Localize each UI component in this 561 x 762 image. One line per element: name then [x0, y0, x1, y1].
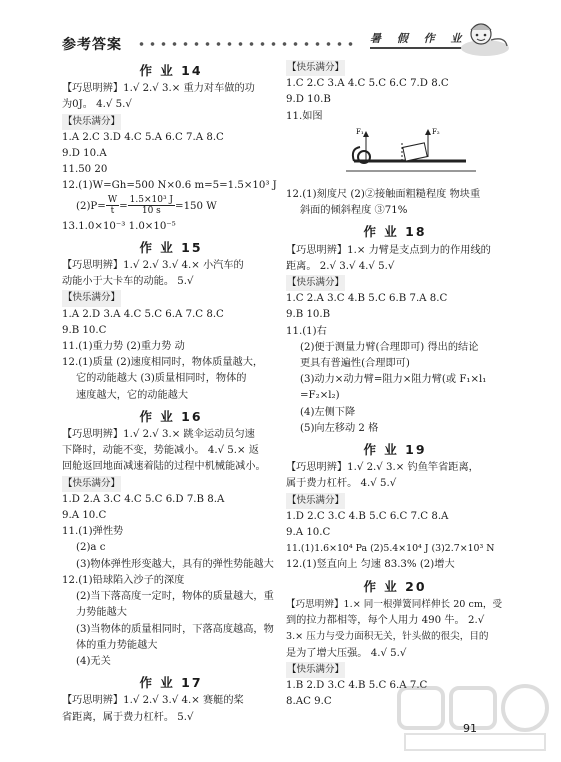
answer-line: 到的拉力都相等，每个人用力 490 牛。 2.√ [286, 615, 485, 627]
answer-line: 下降时，动能不变，势能减小。 4.√ 5.× 返 [62, 445, 259, 457]
section-tag: 【快乐满分】 [62, 114, 280, 130]
section-tag: 【快乐满分】 [286, 493, 504, 509]
answer-line: 11.(1)弹性势 [62, 526, 124, 538]
right-column [286, 58, 504, 710]
section-tag: 【快乐满分】 [62, 290, 280, 306]
section-tag: 【快乐满分】 [286, 275, 504, 291]
force-label-f2: F₂ [432, 127, 440, 136]
answer-line: 更具有普遍性(合理即可) [300, 358, 410, 370]
answer-line: 【巧思明辨】1.√ 2.√ 3.√ 4.× 小汽车的 [62, 260, 244, 272]
section-title: 作 业 17 [139, 675, 203, 691]
answer-line: 12.(1)W=Gh=500 N×0.6 m=5=1.5×10³ J [62, 180, 277, 192]
answer-line: (3)当物体的质量相同时，下落高度越高，物 [76, 623, 274, 635]
answer-line: 3.× 压力与受力面积无关，针头做的很尖，目的 [286, 631, 489, 643]
answer-line: (2)a c [76, 542, 106, 554]
answer-line: 11.(1)重力势 (2)重力势 动 [62, 341, 185, 353]
answer-line: (2)当下落高度一定时，物体的质量越大，重 [76, 591, 274, 603]
answer-line: 9.D 10.B [286, 94, 331, 106]
section-tag: 【快乐满分】 [286, 662, 504, 678]
answer-line: 1.D 2.C 3.C 4.B 5.C 6.C 7.C 8.A [286, 510, 449, 522]
answer-line: 11.如图 [286, 110, 323, 122]
answer-line: 12.(1)竖直向上 匀速 83.3% (2)增大 [286, 559, 455, 571]
answer-line: 9.A 10.C [286, 527, 331, 539]
answer-line: (4)左侧下降 [300, 406, 356, 418]
header-title: 参考答案 [62, 37, 122, 53]
answer-line: 1.D 2.A 3.C 4.C 5.C 6.D 7.B 8.A [62, 493, 225, 505]
answer-line: (3)动力×动力臂=阻力×阻力臂(或 F₁×l₁ [300, 374, 487, 386]
answer-line: 1.A 2.D 3.A 4.C 5.C 6.A 7.C 8.C [62, 308, 224, 320]
answer-line: 回舱返回地面减速着陆的过程中机械能减小。 [62, 461, 266, 473]
section-title: 作 业 14 [139, 63, 203, 78]
answer-line: 1.B 2.D 3.C 4.B 5.C 6.A 7.C [286, 679, 428, 691]
section-title: 作 业 18 [363, 224, 427, 240]
answer-line: 【巧思明辨】1.√ 2.√ 3.× 重力对车做的功 [62, 83, 255, 95]
answer-line: 速度越大，它的动能越大 [76, 389, 189, 401]
answer-line: 12.(1)质量 (2)速度相同时，物体质量越大， [62, 357, 264, 369]
answer-line: (3)物体弹性形变越大，具有的弹性势能越大 [76, 558, 274, 570]
answer-line: (5)向左移动 2 格 [300, 422, 379, 434]
header-brand: 暑 假 作 业 [370, 30, 468, 49]
left-column [62, 58, 280, 726]
answer-line: (2)便于测量力臂(合理即可) 得出的结论 [300, 341, 479, 353]
answer-line: 11.(1)右 [286, 325, 327, 337]
answer-line: 12.(1)刻度尺 (2)②接触面粗糙程度 物块重 [286, 189, 481, 201]
lever-force-diagram [346, 127, 476, 179]
answer-line: 11.(1)1.6×10⁴ Pa (2)5.4×10⁴ J (3)2.7×10³ N [286, 543, 495, 555]
answer-line: 9.A 10.C [62, 510, 107, 522]
answer-line: 距离。 2.√ 3.√ 4.√ 5.√ [286, 260, 395, 272]
section-title: 作 业 20 [363, 578, 427, 594]
answer-line: 【巧思明辨】1.√ 2.√ 3.√ 4.× 赛艇的桨 [62, 695, 244, 707]
answer-line: =F₂×l₂) [300, 390, 340, 402]
answer-line: 12.(1)铅球陷入沙子的深度 [62, 574, 185, 586]
answer-line: 13.1.0×10⁻³ 1.0×10⁻⁵ [62, 220, 176, 232]
answer-line: (4)无关 [76, 655, 111, 667]
answer-line: 为0J。 4.√ 5.√ [62, 99, 132, 111]
answer-line: 是为了增大压强。 4.√ 5.√ [286, 647, 407, 659]
answer-line: 【巧思明辨】1.√ 2.√ 3.× 跳伞运动员匀速 [62, 429, 255, 441]
answer-line: 力势能越大 [76, 607, 127, 619]
power-formula: (2)P= $\frac{W}{t}$ = $\frac{\text{1.5×10³ J}}{10 s}$ =150 W [76, 195, 217, 217]
answer-line: 属于费力杠杆。 4.√ 5.√ [286, 478, 397, 490]
page-number: 91 [463, 722, 477, 735]
section-tag: 【快乐满分】 [62, 476, 280, 492]
answer-line: 9.B 10.C [62, 324, 107, 336]
answer-line: 【巧思明辨】1.× 同一根弹簧同样伸长 20 cm，受 [286, 598, 503, 610]
section-tag: 【快乐满分】 [286, 60, 504, 76]
answer-line: 1.C 2.C 3.A 4.C 5.C 6.C 7.D 8.C [286, 78, 449, 90]
section-title: 作 业 19 [363, 442, 427, 458]
answer-line: 省距离，属于费力杠杆。 5.√ [62, 711, 194, 723]
answer-line: 9.D 10.A [62, 148, 107, 160]
answer-line: 8.AC 9.C [286, 696, 332, 708]
answer-line: 动能小于大卡车的动能。 5.√ [62, 276, 194, 288]
answer-line: 9.B 10.B [286, 309, 331, 321]
answer-line: 【巧思明辨】1.√ 2.√ 3.× 钓鱼竿省距离， [286, 462, 479, 474]
answer-line: 【巧思明辨】1.× 力臂是支点到力的作用线的 [286, 244, 491, 256]
answer-line: 体的重力势能越大 [76, 639, 158, 651]
answer-line: 11.50 20 [62, 164, 108, 176]
answer-line: 1.A 2.C 3.D 4.C 5.A 6.C 7.A 8.C [62, 131, 224, 143]
cartoon-mascot-icon [455, 18, 511, 58]
answer-line: 斜面的倾斜程度 ③71% [300, 205, 408, 217]
page-header [0, 0, 561, 58]
watermark-logo-icon [395, 682, 555, 754]
section-title: 作 业 16 [139, 408, 203, 424]
section-title: 作 业 15 [139, 239, 203, 255]
header-dots-divider [136, 40, 356, 48]
force-label-f1: F₁ [356, 127, 364, 136]
answer-line: 它的动能越大 (3)质量相同时，物体的 [76, 373, 247, 385]
answer-line: 1.C 2.A 3.C 4.B 5.C 6.B 7.A 8.C [286, 293, 448, 305]
